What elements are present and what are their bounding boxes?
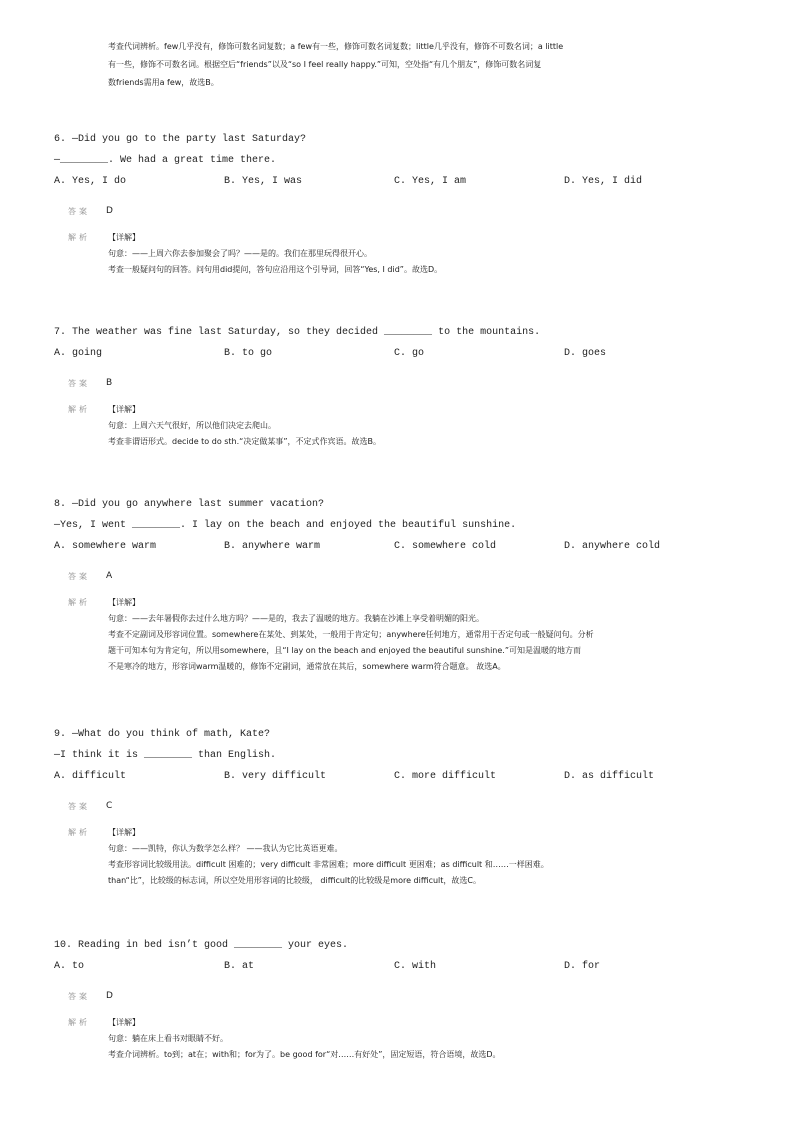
option-d: D. Yes, I did xyxy=(564,176,643,187)
analysis-label: 解析 xyxy=(68,828,90,837)
explanation-line: than“比”，比较级的标志词，所以空处用形容词的比较级， difficult的比较级是more difficult，故选C。 xyxy=(108,876,482,885)
option-d: D. for xyxy=(564,961,601,972)
option-a: A. somewhere warm xyxy=(54,541,157,552)
options-row xyxy=(54,956,744,977)
explanation-line: 考查不定副词及形容词位置。somewhere在某处、到某处，一般用于肯定句；anywhere任何地方，通常用于否定句或一般疑问句。分析 xyxy=(108,630,594,639)
question-stem: —Yes, I went ________. I lay on the beach and enjoyed the beautiful sunshine. xyxy=(54,520,517,531)
option-c: C. with xyxy=(394,961,437,972)
option-a: A. going xyxy=(54,348,103,359)
analysis-label: 解析 xyxy=(68,1018,90,1027)
explanation-line: 考查形容词比较级用法。difficult 困难的；very difficult 非常困难；more difficult 更困难；as difficult 和……一样困难。 xyxy=(108,860,549,869)
option-a: A. to xyxy=(54,961,85,972)
answer-value: B xyxy=(106,378,113,388)
answer-row xyxy=(54,797,744,821)
answer-label: 答案 xyxy=(68,379,90,388)
question-stem: —________. We had a great time there. xyxy=(54,155,277,166)
previous-explanation xyxy=(108,38,728,92)
explanation-line: 考查代词辨析。few几乎没有，修饰可数名词复数；a few有一些，修饰可数名词复数；little几乎没有，修饰不可数名词；a little xyxy=(108,42,564,51)
answer-row xyxy=(54,987,744,1011)
option-b: B. at xyxy=(224,961,255,972)
answer-row xyxy=(54,567,744,591)
explanation-line: 句意：——上周六你去参加聚会了吗？——是的。我们在那里玩得很开心。 xyxy=(108,249,372,258)
answer-row xyxy=(54,374,744,398)
analysis-label: 解析 xyxy=(68,405,90,414)
options-row xyxy=(54,536,744,557)
explanation-line: 数friends需用a few，故选B。 xyxy=(108,78,219,87)
explanation-line: 句意：躺在床上看书对眼睛不好。 xyxy=(108,1034,228,1043)
analysis-label: 解析 xyxy=(68,598,90,607)
detail-label: 【详解】 xyxy=(108,405,140,414)
option-d: D. anywhere cold xyxy=(564,541,661,552)
question-10 xyxy=(54,935,744,1063)
question-6 xyxy=(54,129,744,278)
question-stem: —I think it is ________ than English. xyxy=(54,750,277,761)
explanation-line: 句意：上周六天气很好，所以他们决定去爬山。 xyxy=(108,421,276,430)
answer-label: 答案 xyxy=(68,572,90,581)
analysis-label: 解析 xyxy=(68,233,90,242)
question-stem: 8. —Did you go anywhere last summer vacation? xyxy=(54,499,325,510)
question-9 xyxy=(54,724,744,889)
explanation-line: 句意：——去年暑假你去过什么地方吗？——是的，我去了温暖的地方。我躺在沙滩上享受着明媚的阳光。 xyxy=(108,614,484,623)
option-a: A. Yes, I do xyxy=(54,176,127,187)
options-row xyxy=(54,171,744,192)
options-row xyxy=(54,766,744,787)
detail-label: 【详解】 xyxy=(108,233,140,242)
analysis-block xyxy=(54,825,744,889)
option-b: B. Yes, I was xyxy=(224,176,303,187)
explanation-line: 题干可知本句为肯定句，所以用somewhere，且“I lay on the beach and enjoyed the beautiful sunshine.”可知是温暖的地方而 xyxy=(108,646,581,655)
detail-label: 【详解】 xyxy=(108,828,140,837)
answer-row xyxy=(54,202,744,226)
option-b: B. to go xyxy=(224,348,273,359)
explanation-line: 考查非谓语形式。decide to do sth.“决定做某事”，不定式作宾语。故选B。 xyxy=(108,437,381,446)
answer-label: 答案 xyxy=(68,802,90,811)
answer-value: D xyxy=(106,206,113,216)
answer-label: 答案 xyxy=(68,992,90,1001)
explanation-line: 不是寒冷的地方，形容词warm温暖的，修饰不定副词，通常放在其后，somewhere warm符合题意。 故选A。 xyxy=(108,662,506,671)
explanation-line: 有一些，修饰不可数名词。根据空后“friends”以及“so I feel really happy.”可知，空处指“有几个朋友”，修饰可数名词复 xyxy=(108,60,542,69)
option-c: C. somewhere cold xyxy=(394,541,497,552)
option-c: C. go xyxy=(394,348,425,359)
question-stem: 6. —Did you go to the party last Saturday? xyxy=(54,134,307,145)
answer-label: 答案 xyxy=(68,207,90,216)
analysis-block xyxy=(54,402,744,450)
explanation-line: 考查介词辨析。to到；at在；with和；for为了。be good for“对……有好处”，固定短语，符合语境，故选D。 xyxy=(108,1050,501,1059)
option-b: B. very difficult xyxy=(224,771,327,782)
explanation-line: 考查一般疑问句的回答。问句用did提问，答句应沿用这个引导词，回答“Yes, I did”。故选D。 xyxy=(108,265,443,274)
option-d: D. as difficult xyxy=(564,771,655,782)
option-a: A. difficult xyxy=(54,771,127,782)
analysis-block xyxy=(54,230,744,278)
question-stem: 9. —What do you think of math, Kate? xyxy=(54,729,271,740)
option-b: B. anywhere warm xyxy=(224,541,321,552)
detail-label: 【详解】 xyxy=(108,1018,140,1027)
question-7 xyxy=(54,322,744,450)
option-d: D. goes xyxy=(564,348,607,359)
answer-value: C xyxy=(106,801,113,811)
detail-label: 【详解】 xyxy=(108,598,140,607)
question-stem: 7. The weather was fine last Saturday, so they decided ________ to the mountains. xyxy=(54,327,541,338)
explanation-line: 句意：——凯特，你认为数学怎么样？ ——我认为它比英语更难。 xyxy=(108,844,343,853)
option-c: C. more difficult xyxy=(394,771,497,782)
question-stem: 10. Reading in bed isn’t good ________ your eyes. xyxy=(54,940,349,951)
answer-value: D xyxy=(106,991,113,1001)
question-8 xyxy=(54,494,744,675)
analysis-block xyxy=(54,1015,744,1063)
answer-value: A xyxy=(106,571,113,581)
option-c: C. Yes, I am xyxy=(394,176,467,187)
options-row xyxy=(54,343,744,364)
analysis-block xyxy=(54,595,744,675)
